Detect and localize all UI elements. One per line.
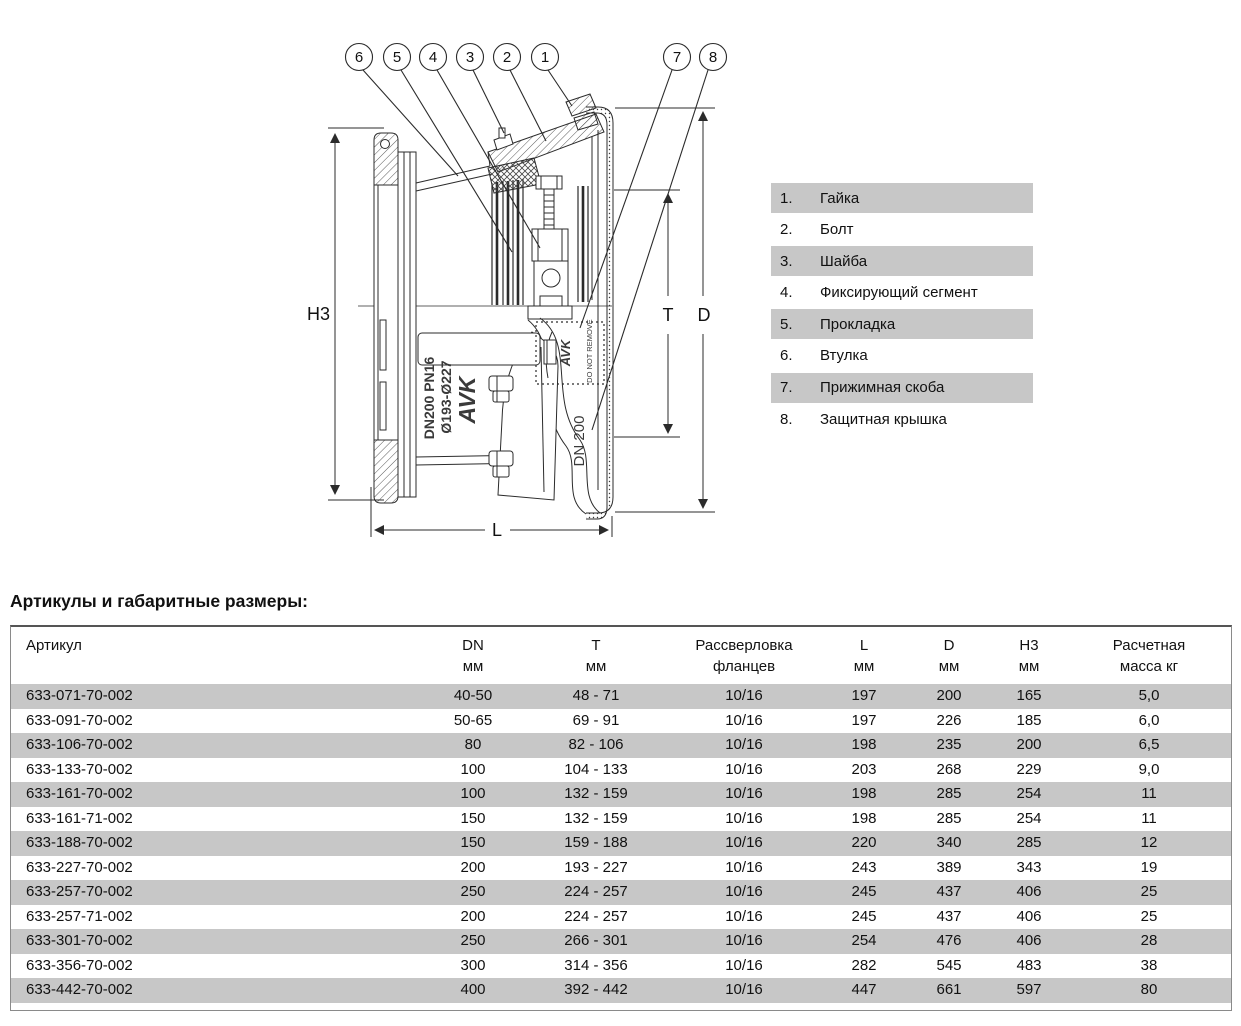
cell-drill: 10/16 bbox=[725, 956, 763, 974]
cell-h3: 200 bbox=[1016, 736, 1042, 753]
table-title: Артикулы и габаритные размеры: bbox=[10, 591, 308, 611]
cell-mass: 9,0 bbox=[1138, 760, 1160, 778]
column-label: Расчетная bbox=[1112, 637, 1186, 654]
cell-d: 545 bbox=[936, 956, 962, 974]
table-row bbox=[11, 807, 1231, 832]
cell-dn: 250 bbox=[460, 883, 486, 900]
cell-d: 476 bbox=[936, 932, 962, 949]
table-row bbox=[11, 831, 1231, 856]
legend-item bbox=[771, 215, 1033, 245]
cell-t: 104 - 133 bbox=[564, 760, 628, 778]
table-row bbox=[11, 684, 1231, 709]
sleeve-collar bbox=[398, 152, 416, 497]
cell-drill: 10/16 bbox=[725, 932, 763, 949]
column-label: H3 bbox=[1019, 637, 1039, 654]
cell-dn: 150 bbox=[460, 809, 486, 827]
cell-drill: 10/16 bbox=[725, 834, 763, 851]
legend-item-number: 8. bbox=[780, 410, 793, 428]
cell-article: 633-301-70-002 bbox=[26, 932, 133, 949]
column-unit: масса кг bbox=[1119, 658, 1179, 675]
column-unit: мм bbox=[938, 658, 960, 675]
fixing-segment-mechanism bbox=[528, 176, 572, 319]
cell-drill: 10/16 bbox=[725, 907, 763, 925]
cell-t: 392 - 442 bbox=[564, 981, 628, 998]
column-label: Рассверловка bbox=[695, 637, 793, 654]
cell-h3: 254 bbox=[1016, 809, 1042, 827]
cell-article: 633-071-70-002 bbox=[26, 687, 133, 704]
cell-t: 132 - 159 bbox=[564, 785, 628, 802]
cell-t: 266 - 301 bbox=[564, 932, 628, 949]
legend-item bbox=[771, 278, 1033, 308]
cell-l: 197 bbox=[851, 711, 877, 729]
cell-dn: 150 bbox=[460, 834, 486, 851]
callout-number-6: 6 bbox=[354, 49, 364, 66]
cell-dn: 40-50 bbox=[453, 687, 493, 704]
cell-l: 245 bbox=[851, 883, 877, 900]
cell-dn: 50-65 bbox=[453, 711, 493, 729]
legend-item-label: Защитная крышка bbox=[820, 410, 947, 428]
table-header-cell bbox=[669, 627, 819, 684]
legend-item-label: Прокладка bbox=[820, 315, 896, 333]
callout-number-4: 4 bbox=[428, 49, 438, 66]
table-body bbox=[11, 684, 1231, 1003]
cell-l: 203 bbox=[851, 760, 877, 778]
cell-l: 220 bbox=[851, 834, 877, 851]
table-row bbox=[11, 782, 1231, 807]
cell-mass: 80 bbox=[1140, 981, 1158, 998]
cell-drill: 10/16 bbox=[725, 760, 763, 778]
cell-mass: 25 bbox=[1140, 883, 1158, 900]
cell-d: 226 bbox=[936, 711, 962, 729]
cell-h3: 406 bbox=[1016, 932, 1042, 949]
table-row bbox=[11, 954, 1231, 979]
cell-article: 633-091-70-002 bbox=[26, 711, 133, 729]
callout-number-8: 8 bbox=[708, 49, 718, 66]
tag-warning-label: DO NOT REMOVE bbox=[585, 319, 594, 383]
table-header-cell bbox=[989, 627, 1069, 684]
cell-d: 200 bbox=[936, 687, 962, 704]
cell-article: 633-257-70-002 bbox=[26, 883, 133, 900]
legend-item-label: Шайба bbox=[820, 252, 868, 270]
tag-avk-logo: AVK bbox=[558, 339, 573, 367]
column-label: D bbox=[943, 637, 955, 654]
cell-article: 633-257-71-002 bbox=[26, 907, 133, 925]
legend-item bbox=[771, 309, 1033, 339]
legend-item bbox=[771, 246, 1033, 276]
protective-cap bbox=[586, 107, 613, 519]
cell-article: 633-161-71-002 bbox=[26, 809, 133, 827]
parts-legend bbox=[771, 183, 1033, 436]
table-header-row bbox=[11, 627, 1231, 684]
cell-dn: 300 bbox=[460, 956, 486, 974]
cell-t: 48 - 71 bbox=[572, 687, 620, 704]
cell-article: 633-227-70-002 bbox=[26, 858, 133, 876]
column-label: Артикул bbox=[26, 637, 82, 654]
cell-drill: 10/16 bbox=[725, 981, 763, 998]
flange-section bbox=[374, 133, 398, 503]
cell-l: 254 bbox=[851, 932, 877, 949]
table-header-cell bbox=[819, 627, 909, 684]
cell-mass: 19 bbox=[1140, 858, 1158, 876]
cell-d: 340 bbox=[936, 834, 962, 851]
cell-d: 661 bbox=[936, 981, 962, 998]
cell-drill: 10/16 bbox=[725, 858, 763, 876]
cell-dn: 200 bbox=[460, 907, 486, 925]
callout-number-1: 1 bbox=[540, 49, 550, 66]
bell-dn-label: DN 200 bbox=[571, 415, 588, 467]
dimensions-table bbox=[10, 625, 1232, 1011]
cell-article: 633-442-70-002 bbox=[26, 981, 133, 998]
cell-h3: 254 bbox=[1016, 785, 1042, 802]
cell-d: 285 bbox=[936, 785, 962, 802]
dimension-label-d: D bbox=[697, 305, 711, 325]
dimension-label-h3: H3 bbox=[306, 304, 330, 324]
cell-h3: 285 bbox=[1016, 834, 1042, 851]
cell-l: 198 bbox=[851, 736, 877, 753]
column-unit: мм bbox=[1018, 658, 1040, 675]
column-unit: фланцев bbox=[712, 658, 776, 675]
legend-item-label: Втулка bbox=[820, 347, 868, 365]
legend-item-number: 6. bbox=[780, 347, 793, 365]
legend-item-number: 4. bbox=[780, 284, 793, 302]
cell-mass: 5,0 bbox=[1138, 687, 1160, 704]
table-row bbox=[11, 856, 1231, 881]
cell-mass: 28 bbox=[1140, 932, 1158, 949]
legend-item-label: Фиксирующий сегмент bbox=[820, 284, 978, 302]
cell-article: 633-188-70-002 bbox=[26, 834, 133, 851]
cell-t: 193 - 227 bbox=[564, 858, 628, 876]
cell-t: 224 - 257 bbox=[564, 883, 628, 900]
cell-mass: 38 bbox=[1140, 956, 1158, 974]
cell-mass: 6,0 bbox=[1138, 711, 1160, 729]
legend-item-label: Гайка bbox=[820, 189, 860, 207]
cell-d: 437 bbox=[936, 883, 962, 900]
table-header-cell bbox=[11, 627, 423, 684]
cell-dn: 100 bbox=[460, 785, 486, 802]
cell-drill: 10/16 bbox=[725, 809, 763, 827]
legend-item bbox=[771, 183, 1033, 213]
cell-article: 633-106-70-002 bbox=[26, 736, 133, 753]
cell-l: 197 bbox=[851, 687, 877, 704]
table-row bbox=[11, 880, 1231, 905]
dimension-label-t: T bbox=[662, 305, 674, 325]
table-row bbox=[11, 905, 1231, 930]
cell-article: 633-161-70-002 bbox=[26, 785, 133, 802]
column-unit: мм bbox=[585, 658, 607, 675]
legend-item-label: Болт bbox=[820, 221, 854, 239]
column-label: T bbox=[591, 637, 601, 654]
legend-item-number: 3. bbox=[780, 252, 793, 270]
table-row bbox=[11, 758, 1231, 783]
callout-number-5: 5 bbox=[392, 49, 402, 66]
legend-item-number: 5. bbox=[780, 315, 793, 333]
column-unit: мм bbox=[853, 658, 875, 675]
legend-item bbox=[771, 373, 1033, 403]
cell-d: 437 bbox=[936, 907, 962, 925]
callout-number-7: 7 bbox=[672, 49, 682, 66]
column-label: DN bbox=[462, 637, 484, 654]
dimension-label-l: L bbox=[491, 520, 503, 540]
cell-l: 198 bbox=[851, 809, 877, 827]
cell-h3: 229 bbox=[1016, 760, 1042, 778]
cell-h3: 343 bbox=[1016, 858, 1042, 876]
cell-t: 314 - 356 bbox=[564, 956, 628, 974]
cell-drill: 10/16 bbox=[725, 687, 763, 704]
cell-h3: 597 bbox=[1016, 981, 1042, 998]
table-row bbox=[11, 733, 1231, 758]
cell-d: 235 bbox=[936, 736, 962, 753]
cell-d: 285 bbox=[936, 809, 962, 827]
avk-logo: AVK bbox=[454, 376, 480, 424]
table-row bbox=[11, 978, 1231, 1003]
cell-drill: 10/16 bbox=[725, 736, 763, 753]
table-header-cell bbox=[423, 627, 523, 684]
table-row bbox=[11, 929, 1231, 954]
cell-l: 198 bbox=[851, 785, 877, 802]
table-header-cell bbox=[909, 627, 989, 684]
column-label: L bbox=[859, 637, 869, 654]
cell-drill: 10/16 bbox=[725, 883, 763, 900]
cast-dn-label: DN200 PN16 bbox=[421, 356, 437, 440]
cell-l: 243 bbox=[851, 858, 877, 876]
legend-item bbox=[771, 341, 1033, 371]
cell-mass: 11 bbox=[1141, 809, 1157, 827]
cell-mass: 11 bbox=[1141, 785, 1157, 802]
legend-item-number: 7. bbox=[780, 379, 793, 397]
cell-dn: 80 bbox=[464, 736, 482, 753]
cell-drill: 10/16 bbox=[725, 785, 763, 802]
callout-number-2: 2 bbox=[502, 49, 512, 66]
column-unit: мм bbox=[462, 658, 484, 675]
cell-mass: 25 bbox=[1140, 907, 1158, 925]
cell-h3: 165 bbox=[1016, 687, 1042, 704]
cell-l: 282 bbox=[851, 956, 877, 974]
callout-number-3: 3 bbox=[465, 49, 475, 66]
legend-item-label: Прижимная скоба bbox=[820, 379, 945, 397]
cell-dn: 100 bbox=[460, 760, 486, 778]
cell-t: 159 - 188 bbox=[564, 834, 628, 851]
cell-l: 447 bbox=[851, 981, 877, 998]
cell-drill: 10/16 bbox=[725, 711, 763, 729]
cell-h3: 483 bbox=[1016, 956, 1042, 974]
cell-t: 224 - 257 bbox=[564, 907, 628, 925]
legend-item-number: 2. bbox=[780, 221, 793, 239]
cell-l: 245 bbox=[851, 907, 877, 925]
table-header-cell bbox=[1069, 627, 1229, 684]
cell-article: 633-133-70-002 bbox=[26, 760, 133, 778]
cell-article: 633-356-70-002 bbox=[26, 956, 133, 974]
legend-item bbox=[771, 404, 1033, 434]
cell-h3: 185 bbox=[1016, 711, 1042, 729]
legend-item-number: 1. bbox=[780, 189, 793, 207]
cell-dn: 400 bbox=[460, 981, 486, 998]
cell-t: 132 - 159 bbox=[564, 809, 628, 827]
cast-diameter-label: Ø193-Ø227 bbox=[438, 360, 454, 434]
cell-mass: 12 bbox=[1140, 834, 1158, 851]
cell-dn: 250 bbox=[460, 932, 486, 949]
cell-t: 82 - 106 bbox=[568, 736, 624, 753]
cell-d: 389 bbox=[936, 858, 962, 876]
cell-d: 268 bbox=[936, 760, 962, 778]
table-row bbox=[11, 709, 1231, 734]
cell-mass: 6,5 bbox=[1138, 736, 1160, 753]
table-header-cell bbox=[523, 627, 669, 684]
cell-h3: 406 bbox=[1016, 883, 1042, 900]
cell-h3: 406 bbox=[1016, 907, 1042, 925]
cell-dn: 200 bbox=[460, 858, 486, 876]
cell-t: 69 - 91 bbox=[572, 711, 620, 729]
